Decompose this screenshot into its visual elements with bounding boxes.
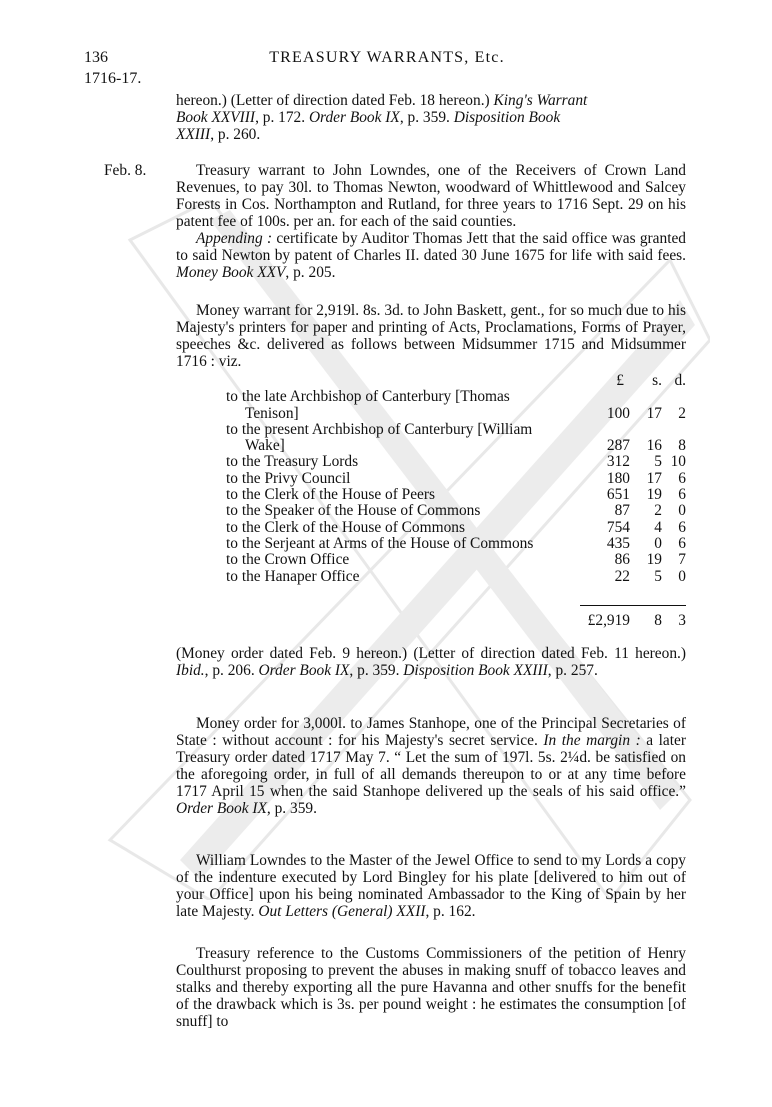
table-row xyxy=(226,551,686,567)
row-label: to the Clerk of the House of Commons xyxy=(226,518,465,536)
row-pence: 0 xyxy=(678,502,686,520)
row-pence: 10 xyxy=(670,453,686,471)
appending-label: Appending : xyxy=(196,230,273,247)
entry-text: Money warrant for 2,919l. 8s. 3d. to John Baskett, gent., for so much due to his Majesty's printers for paper and printing of Acts, Proclamations, Forms of Prayer, speeches &c. delivered as follows between Midsummer 1715 and Midsummer 1716 : viz. xyxy=(176,302,686,370)
row-pence: 6 xyxy=(678,518,686,536)
entry-stanhope-order xyxy=(176,715,686,817)
entry-jewel-office xyxy=(176,852,686,920)
row-pence: 6 xyxy=(678,534,686,552)
row-shillings: 17 xyxy=(646,404,662,422)
row-pounds: 86 xyxy=(614,551,630,569)
entry-customs-reference xyxy=(176,945,686,1030)
table-row xyxy=(226,453,686,469)
table-row xyxy=(226,568,686,584)
ref-tail: , p. 359. xyxy=(266,800,317,817)
row-pounds: 180 xyxy=(606,469,630,487)
entry-baskett-warrant xyxy=(176,302,686,370)
table-row-label-line xyxy=(226,388,686,404)
row-label: to the Hanaper Office xyxy=(226,567,360,585)
total-rule xyxy=(580,605,686,606)
row-pounds: 87 xyxy=(614,502,630,520)
table-row xyxy=(226,470,686,486)
row-pence: 6 xyxy=(678,469,686,487)
row-label: to the Serjeant at Arms of the House of Commons xyxy=(226,534,534,552)
entry-baskett-after xyxy=(176,645,686,679)
ref-money-book: Money Book XXV xyxy=(176,264,286,281)
row-label: to the late Archbishop of Canterbury [Thomas xyxy=(226,388,510,406)
total-shillings: 8 xyxy=(654,612,662,629)
row-label: Wake] xyxy=(245,437,285,455)
row-label: to the Crown Office xyxy=(226,551,350,569)
after-text: , p. 359. xyxy=(349,662,404,679)
col-pounds: £ xyxy=(616,372,624,389)
ref-tail: , p. 205. xyxy=(285,264,336,281)
ref-kings-warrant: King's Warrant xyxy=(493,92,588,109)
row-pence: 6 xyxy=(678,486,686,504)
continuation-text: , p. 260. xyxy=(210,126,261,143)
ref-book: Book XXVIII xyxy=(176,109,256,126)
ref-volume: XXIII xyxy=(176,126,211,143)
total-pence: 3 xyxy=(678,612,686,629)
continuation-text: , p. 359. xyxy=(399,109,454,126)
row-pounds: 651 xyxy=(606,486,630,504)
row-label: to the Treasury Lords xyxy=(226,453,359,471)
col-shillings: s. xyxy=(652,372,662,389)
row-shillings: 19 xyxy=(646,486,662,504)
row-shillings: 19 xyxy=(646,551,662,569)
entry-text: Money order for 3,000l. to James Stanhope, one of the Principal Secretaries of State : without account : for his Majesty's secret service. xyxy=(176,715,686,749)
row-pence: 2 xyxy=(678,404,686,422)
row-pence: 8 xyxy=(678,437,686,455)
table-row xyxy=(226,437,686,453)
margin-text: a later Treasury order dated 1717 May 7. “ Let the sum of 197l. 5s. 2¼d. be satisfied on the aforegoing order, in full of all demands thereupon to or at any time before 1717 April 15 when the said Stanhope delivered up the seals of his said office.” xyxy=(176,732,686,800)
appending-text: certificate by Auditor Thomas Jett that the said office was granted to said Newton by patent of Charles II. dated 30 June 1675 for life with said fees. xyxy=(176,230,686,264)
total-pounds: £2,919 xyxy=(587,612,630,629)
table-row xyxy=(226,486,686,502)
continuation-text: , p. 172. xyxy=(255,109,309,126)
payment-table xyxy=(226,372,686,584)
col-pence: d. xyxy=(674,372,686,389)
ref-ibid: Ibid. xyxy=(176,662,205,679)
ref-disposition-book: Disposition Book xyxy=(453,109,561,126)
page-header xyxy=(84,49,690,69)
row-pounds: 754 xyxy=(606,518,630,536)
table-row xyxy=(226,519,686,535)
ref-order-book: Order Book IX xyxy=(176,800,267,817)
entry-text: Treasury reference to the Customs Commissioners of the petition of Henry Coulthurst proposing to prevent the abuses in making snuff of tobacco leaves and stalks and thereby exporting all the pure Havanna and other snuffs for the benefit of the drawback which is 3s. per pound weight : he estimates the consumption [of snuff] to xyxy=(176,945,686,1030)
entry-date: Feb. 8. xyxy=(104,162,147,179)
row-shillings: 0 xyxy=(654,534,662,552)
row-pounds: 435 xyxy=(606,534,630,552)
page-number: 136 xyxy=(84,49,108,66)
row-shillings: 4 xyxy=(654,518,662,536)
row-label: to the Speaker of the House of Commons xyxy=(226,502,481,520)
entry-lowndes-warrant xyxy=(176,162,686,281)
row-pounds: 287 xyxy=(606,437,630,455)
ref-disposition-book: Disposition Book XXIII xyxy=(403,662,548,679)
entry-text: William Lowndes to the Master of the Jewel Office to send to my Lords a copy of the indenture executed by Lord Bingley for his plate [delivered to him out of your Office] upon his being nominated Ambassador to the King of Spain by her late Majesty. xyxy=(176,852,686,920)
after-text: (Money order dated Feb. 9 hereon.) (Letter of direction dated Feb. 11 hereon.) xyxy=(176,645,686,662)
table-row xyxy=(226,405,686,421)
row-shillings: 17 xyxy=(646,469,662,487)
ref-order-book: Order Book IX xyxy=(258,662,350,679)
row-pence: 7 xyxy=(678,551,686,569)
running-title: TREASURY WARRANTS, Etc. xyxy=(269,49,505,66)
ref-out-letters: Out Letters (General) XXII xyxy=(258,903,426,920)
row-shillings: 5 xyxy=(654,453,662,471)
row-label: to the Privy Council xyxy=(226,469,351,487)
continuation-text: hereon.) (Letter of direction dated Feb. 18 hereon.) xyxy=(176,92,494,109)
row-pence: 0 xyxy=(678,567,686,585)
row-shillings: 5 xyxy=(654,567,662,585)
margin-label: In the margin : xyxy=(543,732,641,749)
row-pounds: 100 xyxy=(606,404,630,422)
total-row xyxy=(226,612,686,628)
table-row xyxy=(226,502,686,518)
row-shillings: 2 xyxy=(654,502,662,520)
entry-text: Treasury warrant to John Lowndes, one of the Receivers of Crown Land Revenues, to pay 30l. to Thomas Newton, woodward of Whittlewood and Salcey Forests in Cos. Northampton and Rutland, for three years to 1716 Sept. 29 on his patent fee of 100s. per an. for each of the said counties. xyxy=(176,162,686,230)
after-text: , p. 257. xyxy=(547,662,598,679)
row-pounds: 22 xyxy=(614,567,630,585)
continuation-paragraph xyxy=(176,92,686,143)
table-row xyxy=(226,535,686,551)
table-row-label-line xyxy=(226,421,686,437)
row-label: to the Clerk of the House of Peers xyxy=(226,486,436,504)
ref-order-book: Order Book IX xyxy=(308,109,400,126)
row-shillings: 16 xyxy=(646,437,662,455)
year-label: 1716-17. xyxy=(84,70,142,87)
row-label: Tenison] xyxy=(245,404,299,422)
after-text: , p. 206. xyxy=(204,662,259,679)
table-header-row xyxy=(226,372,686,388)
row-label: to the present Archbishop of Canterbury [William xyxy=(226,420,533,438)
ref-tail: , p. 162. xyxy=(425,903,476,920)
row-pounds: 312 xyxy=(606,453,630,471)
